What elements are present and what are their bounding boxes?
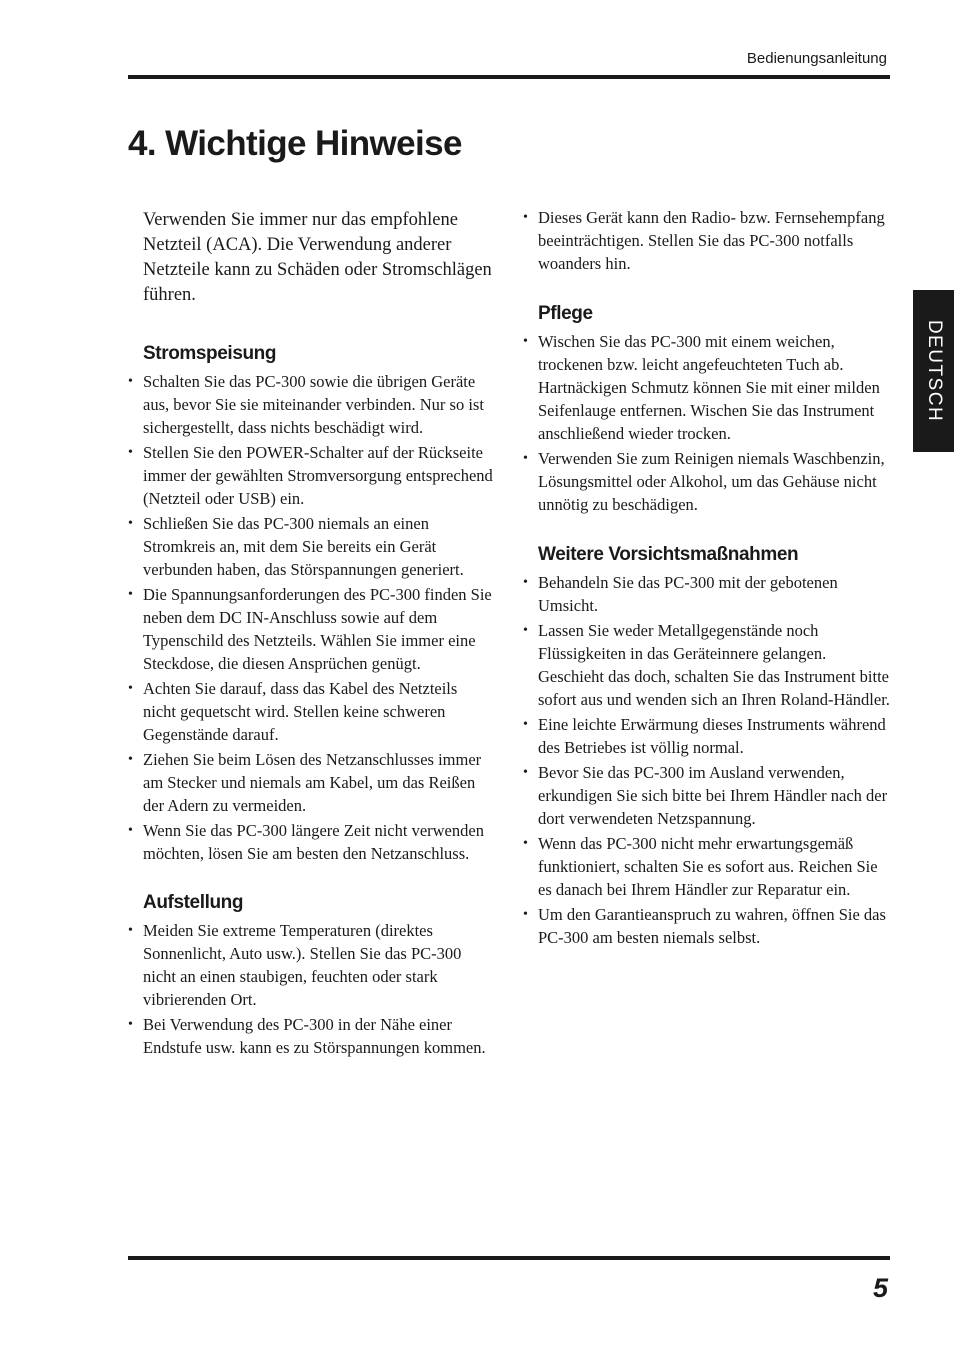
- list-item: • Verwenden Sie zum Reinigen niemals Waschbenzin, Lösungsmittel oder Alkohol, um das Gehäuse nicht unnötig zu beschädigen.: [523, 447, 890, 516]
- list-item: • Lassen Sie weder Metallgegenstände noch Flüssigkeiten in das Geräteinnere gelangen. Geschieht das doch, schalten Sie das Instrument bitte sofort aus und wenden sich an Ihren Roland-Händler.: [523, 619, 890, 711]
- section-heading-pflege: Pflege: [538, 303, 593, 324]
- section-heading-stromspeisung: Stromspeisung: [143, 343, 277, 364]
- list-item: • Wenn Sie das PC-300 längere Zeit nicht verwenden möchten, lösen Sie am besten den Netzanschluss.: [128, 819, 494, 865]
- section-heading-weitere-vorsichtsmassnahmen: Weitere Vorsichtsmaßnahmen: [538, 544, 799, 565]
- list-item: • Schalten Sie das PC-300 sowie die übrigen Geräte aus, bevor Sie sie miteinander verbinden. Nur so ist sichergestellt, dass nichts beschädigt wird.: [128, 370, 494, 439]
- intro-paragraph: Verwenden Sie immer nur das empfohlene Netzteil (ACA). Die Verwendung anderer Netzteile kann zu Schäden oder Stromschlägen führen.: [143, 210, 492, 305]
- list-item: • Wischen Sie das PC-300 mit einem weichen, trockenen bzw. leicht angefeuchteten Tuch ab. Hartnäckigen Schmutz können Sie mit einer milden Seifenlauge entfernen. Wischen Sie das Instrument anschließend wieder trocken.: [523, 330, 890, 445]
- bullet-list-pflege: [523, 330, 890, 516]
- section-heading-aufstellung: Aufstellung: [143, 892, 244, 913]
- list-item: • Behandeln Sie das PC-300 mit der gebotenen Umsicht.: [523, 571, 890, 617]
- bullet-list-weitere-vorsichtsmassnahmen: [523, 571, 890, 949]
- list-item: • Dieses Gerät kann den Radio- bzw. Fernsehempfang beeinträchtigen. Stellen Sie das PC-300 notfalls woanders hin.: [523, 206, 890, 275]
- language-tab: [913, 290, 954, 452]
- running-head: Bedienungsanleitung: [746, 50, 887, 67]
- list-item: • Bevor Sie das PC-300 im Ausland verwenden, erkundigen Sie sich bitte bei Ihrem Händler nach der dort verwendeten Netzspannung.: [523, 761, 890, 830]
- page-number: 5: [872, 1273, 888, 1303]
- page-title: 4. Wichtige Hinweise: [128, 124, 462, 163]
- bullet-list-aufstellung: [128, 919, 494, 1059]
- list-item: • Schließen Sie das PC-300 niemals an einen Stromkreis an, mit dem Sie bereits ein Gerät verbunden haben, das Störspannungen generiert.: [128, 512, 494, 581]
- right-column: [523, 206, 890, 951]
- list-item: • Wenn das PC-300 nicht mehr erwartungsgemäß funktioniert, schalten Sie es sofort aus. Reichen Sie es danach bei Ihrem Händler zur Reparatur ein.: [523, 832, 890, 901]
- bottom-rule: [128, 1256, 890, 1260]
- list-item: • Ziehen Sie beim Lösen des Netzanschlusses immer am Stecker und niemals am Kabel, um das Reißen der Adern zu vermeiden.: [128, 748, 494, 817]
- list-item: • Bei Verwendung des PC-300 in der Nähe einer Endstufe usw. kann es zu Störspannungen kommen.: [128, 1013, 494, 1059]
- list-item: • Stellen Sie den POWER-Schalter auf der Rückseite immer der gewählten Stromversorgung entsprechend (Netzteil oder USB) ein.: [128, 441, 494, 510]
- list-item: • Meiden Sie extreme Temperaturen (direktes Sonnenlicht, Auto usw.). Stellen Sie das PC-300 nicht an einen staubigen, feuchten oder stark vibrierenden Ort.: [128, 919, 494, 1011]
- bullet-list-stromspeisung: [128, 370, 494, 865]
- bullet-list-lead: [523, 206, 890, 275]
- list-item: • Eine leichte Erwärmung dieses Instruments während des Betriebes ist völlig normal.: [523, 713, 890, 759]
- left-column: [128, 208, 494, 1061]
- list-item: • Die Spannungsanforderungen des PC-300 finden Sie neben dem DC IN-Anschluss sowie auf dem Typenschild des Netzteils. Wählen Sie immer eine Steckdose, die diesen Ansprüchen genügt.: [128, 583, 494, 675]
- top-rule: [128, 75, 890, 79]
- language-tab-label: DEUTSCH: [923, 319, 945, 423]
- list-item: • Um den Garantieanspruch zu wahren, öffnen Sie das PC-300 am besten niemals selbst.: [523, 903, 890, 949]
- list-item: • Achten Sie darauf, dass das Kabel des Netzteils nicht gequetscht wird. Stellen keine schweren Gegenstände darauf.: [128, 677, 494, 746]
